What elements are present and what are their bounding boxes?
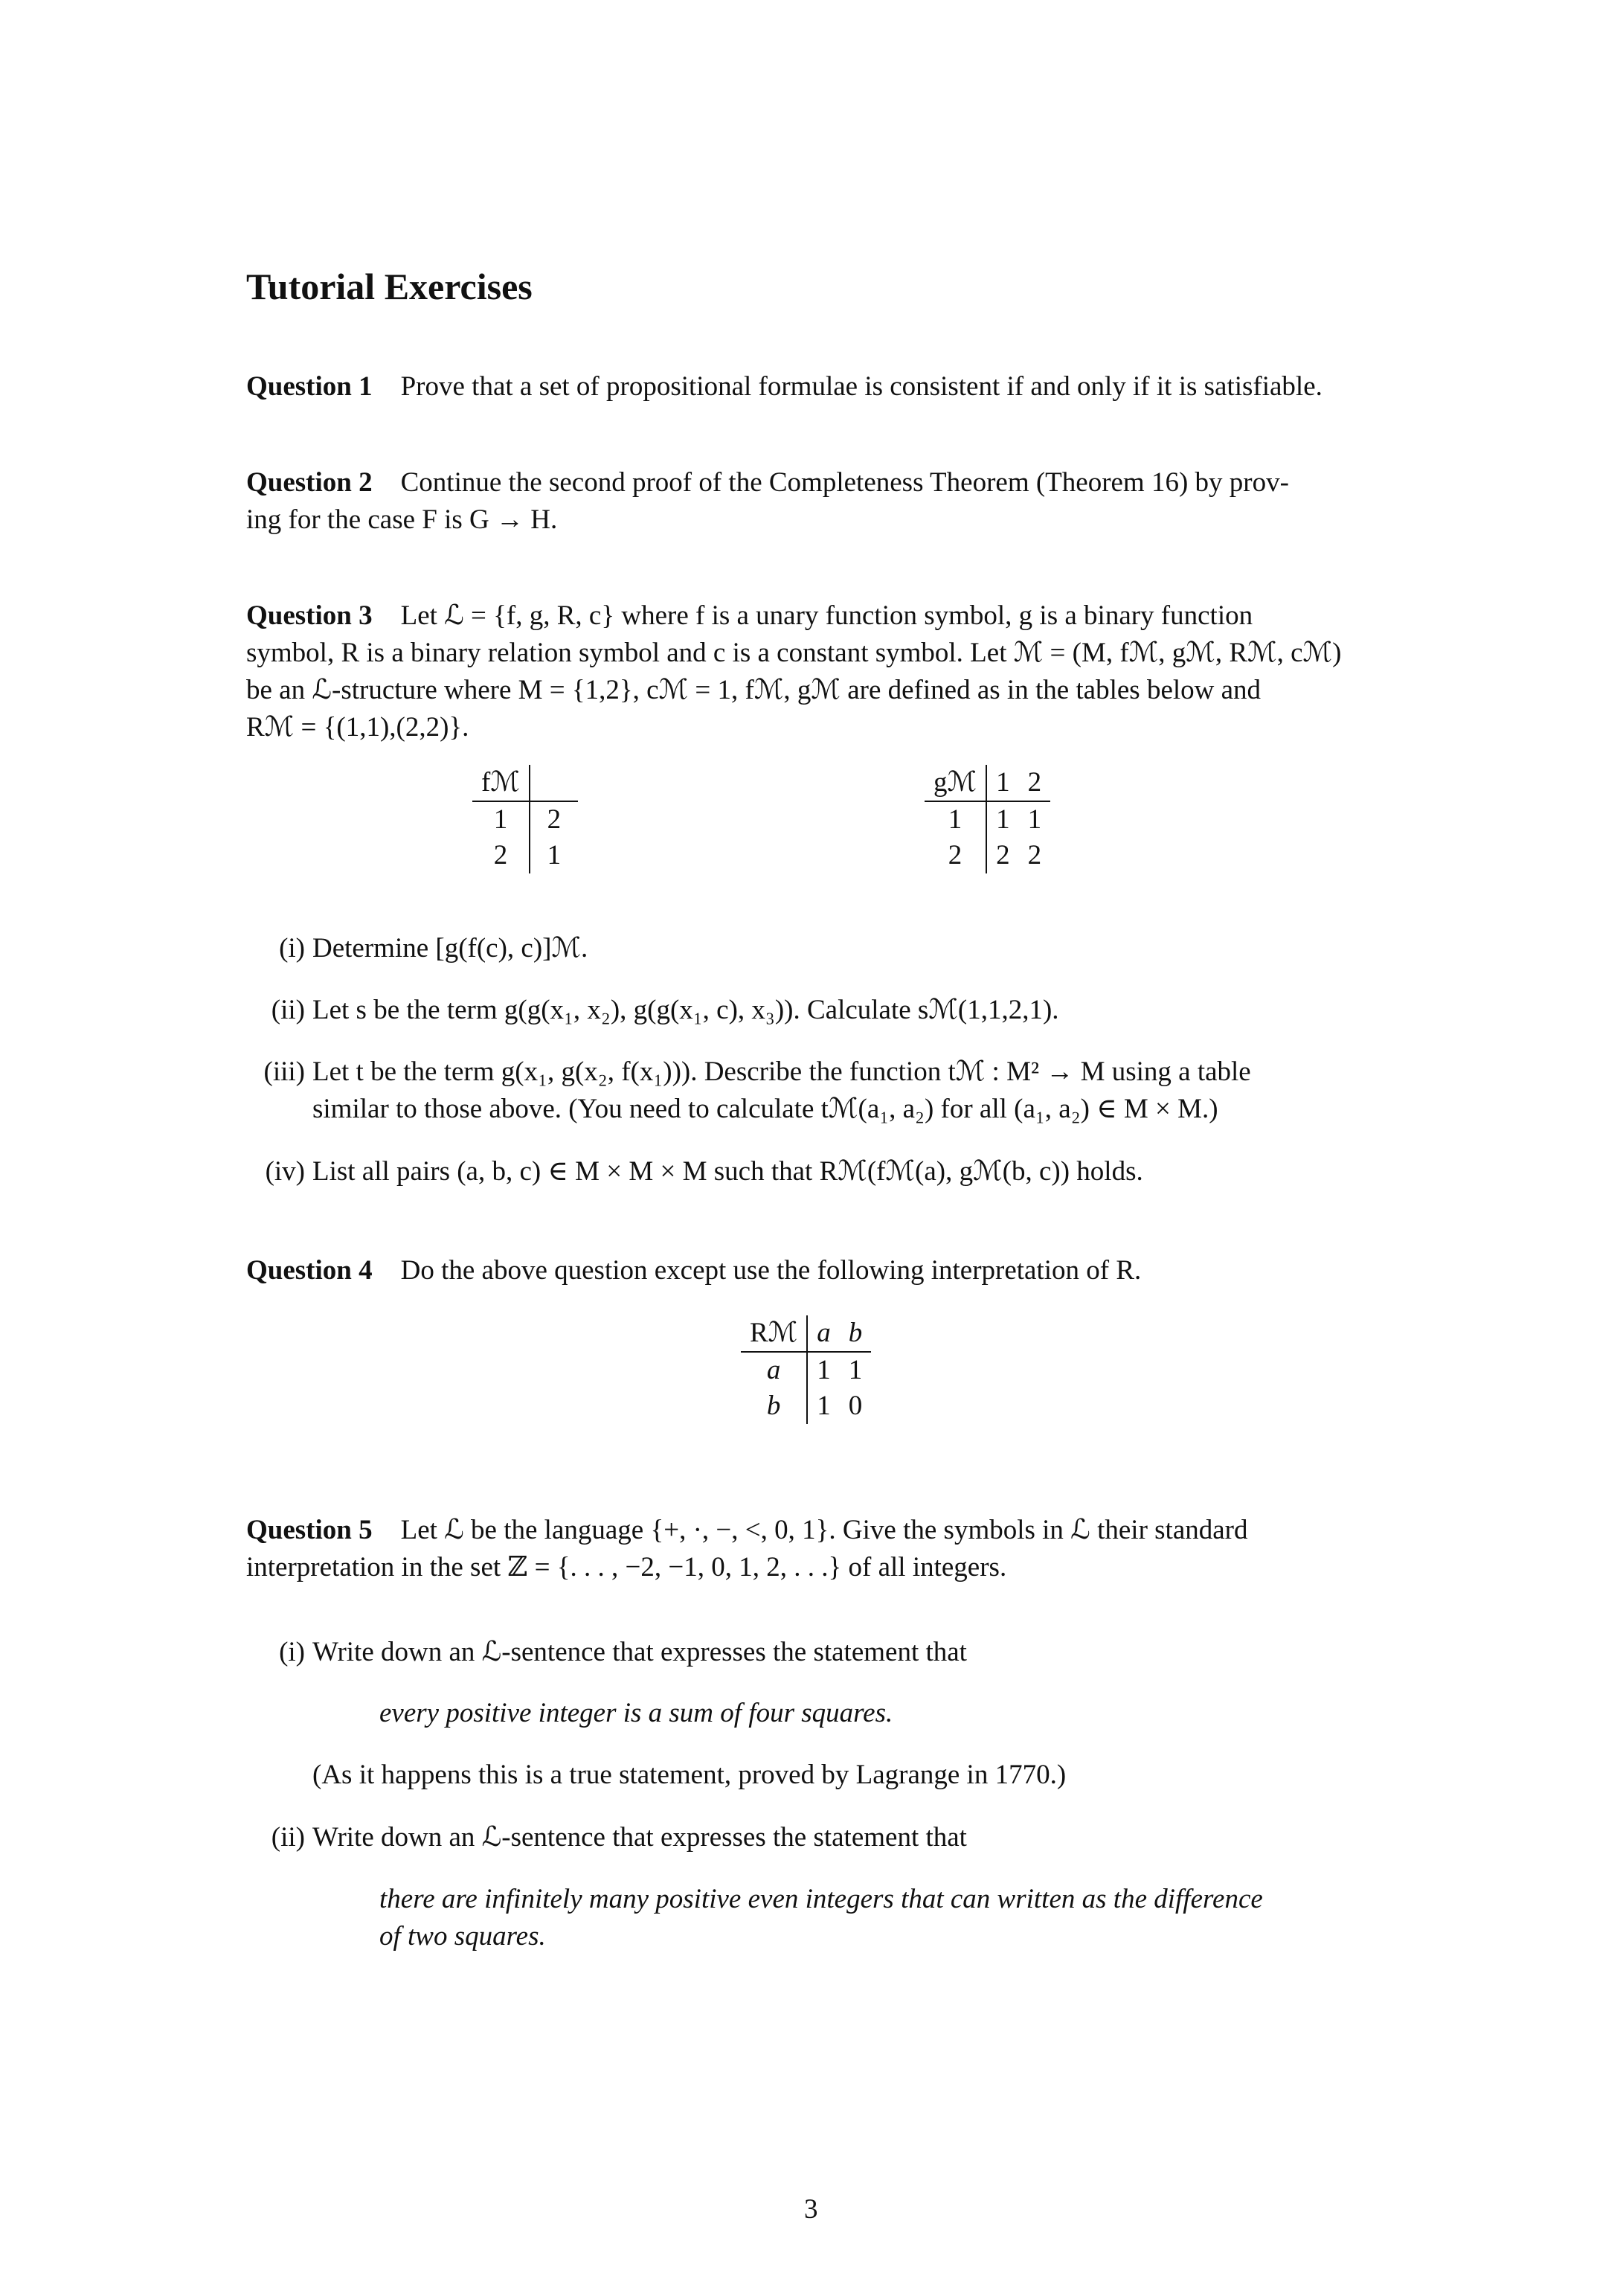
table-g-header: 1 (986, 765, 1019, 801)
page-title: Tutorial Exercises (246, 266, 533, 307)
question-3 (246, 597, 1395, 746)
page-number: 3 (804, 2194, 818, 2225)
question-5-label: Question 5 (246, 1515, 373, 1545)
function-table-g (925, 765, 1050, 873)
question-3-label: Question 3 (246, 600, 373, 631)
question-4 (246, 1252, 1395, 1289)
question-2 (246, 464, 1395, 539)
table-g-cell: 2 (1027, 840, 1042, 870)
table-f-cell: 2 (472, 838, 530, 873)
table-g-cell: 1 (996, 804, 1010, 835)
question-3-line-3: be an ℒ-structure where M = {1,2}, cℳ = 1, fℳ, gℳ are defined as in the tables below and (246, 675, 1262, 705)
table-g-header: 2 (1019, 765, 1051, 801)
question-5-line-1: Let ℒ be the language {+, ·, −, <, 0, 1}. Give the symbols in ℒ their standard (400, 1515, 1248, 1545)
table-r-header: Rℳ (741, 1315, 807, 1352)
question-2-line-2: ing for the case F is G → H. (246, 504, 558, 535)
table-g-cell: 1 (1027, 804, 1042, 835)
table-r-cell: 1 (848, 1355, 863, 1385)
table-f-cell: 1 (472, 801, 530, 838)
table-r-cell: a (741, 1352, 807, 1388)
quote-even-integers-line-2: of two squares. (379, 1921, 546, 1952)
question-3-line-1: Let ℒ = {f, g, R, c} where f is a unary function symbol, g is a binary function (400, 600, 1253, 631)
table-r-header: a (807, 1315, 840, 1352)
question-1 (246, 368, 1395, 405)
relation-table-r (741, 1315, 871, 1424)
question-5-line-2: interpretation in the set ℤ = {. . . , −2, −1, 0, 1, 2, . . .} of all integers. (246, 1552, 1007, 1582)
question-1-text: Prove that a set of propositional formulae is consistent if and only if it is satisfiable. (400, 371, 1322, 402)
table-r-cell: 1 (817, 1391, 831, 1421)
question-1-label: Question 1 (246, 371, 373, 402)
document-page: Tutorial Exercises Question 1 Prove that a set of propositional formulae is consistent if and only if it is satisfiable. Question 2 Continue the second proof of the Completeness Theorem (Theorem 16) by prov- ing for the case F is G → H. Question 3 Let ℒ = {f, g, R, c} where f is a unary function symbol, g is a binary function symbol, R is a binary relation symbol and c is a constant symbol. Let ℳ = (M, fℳ, gℳ, Rℳ, cℳ) be an ℒ-structure where M = {1,2}, cℳ = 1, fℳ, gℳ are defined as in the tables below and Rℳ = {(1,1),(2,2)}. fℳ 1 2 2 1 gℳ 1 2 1 1 1 2 2 2 (i) Determine [g(f(c), c)]ℳ. (ii) Let s be the term g(g(x₁, x₂), g(g(x₁, c), x₃)). Calculate sℳ(1,1,2,1). (iii) Let t be the term g(x₁, g(x₂, f(x₁))). Describe the function tℳ : M² → M using a table similar to those above. (You need to calculate tℳ(a₁, a₂) for all (a₁, a₂) ∈ M × M.) (iv) List all pairs (a, b, c) ∈ M × M × M such that Rℳ(fℳ(a), gℳ(b, c)) holds. Question 4 Do the above question except use the following interpretation of R. Rℳ a b a 1 1 b 1 0 Question 5 Let ℒ be the language {+, ·, −, <, 0, 1}. Give the symbols in ℒ their standard interpretation in the set ℤ = {. . . , −2, −1, 0, 1, 2, . . .} of all integers. (i) Write down an ℒ-sentence that expresses the statement that every positive integer is a sum of four squares. (As it happens this is a true statement, proved by Lagrange in 1770.) (ii) Write down an ℒ-sentence that expresses the statement that there are infinitely many positive even integers that can written as the difference of two squares. 3 (0, 0, 1623, 2296)
question-4-label: Question 4 (246, 1255, 373, 1286)
function-table-f (472, 765, 578, 873)
table-g-cell: 2 (925, 838, 986, 873)
table-g-cell: 1 (925, 801, 986, 838)
table-r-cell: 0 (848, 1391, 863, 1421)
question-3-line-4: Rℳ = {(1,1),(2,2)}. (246, 712, 469, 743)
table-f-cell: 1 (547, 840, 562, 870)
table-r-header: b (840, 1315, 872, 1352)
table-r-cell: b (741, 1388, 807, 1424)
question-4-text: Do the above question except use the following interpretation of R. (400, 1255, 1142, 1286)
question-5 (246, 1512, 1395, 1586)
table-g-cell: 2 (996, 840, 1010, 870)
question-2-label: Question 2 (246, 467, 373, 498)
table-g-header: gℳ (925, 765, 986, 801)
question-2-line-1: Continue the second proof of the Completeness Theorem (Theorem 16) by prov- (400, 467, 1289, 498)
table-f-cell: 2 (547, 804, 562, 835)
lagrange-note: (As it happens this is a true statement, proved by Lagrange in 1770.) (312, 1760, 1067, 1790)
question-3-line-2: symbol, R is a binary relation symbol and c is a constant symbol. Let ℳ = (M, fℳ, gℳ, Rℳ, cℳ) (246, 638, 1342, 668)
quote-even-integers-line-1: there are infinitely many positive even integers that can written as the difference (379, 1884, 1263, 1914)
table-f-header: fℳ (472, 765, 530, 801)
quote-four-squares: every positive integer is a sum of four squares. (379, 1698, 893, 1728)
table-r-cell: 1 (817, 1355, 831, 1385)
